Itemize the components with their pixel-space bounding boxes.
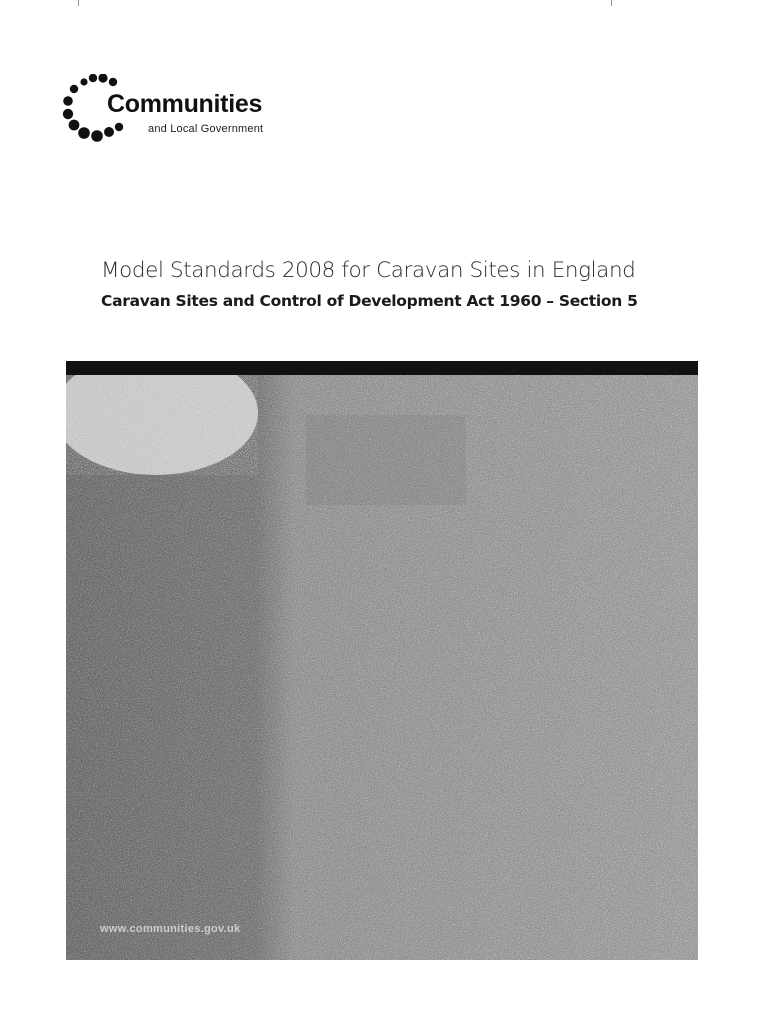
communities-logo — [62, 74, 302, 154]
cover-photo — [66, 375, 698, 960]
crop-mark-right — [611, 0, 612, 6]
cover-photo-texture — [66, 375, 698, 960]
cover-top-band — [66, 361, 698, 375]
cover-website-caption: www.communities.gov.uk — [100, 923, 241, 935]
logo-wordmark: Communities — [107, 90, 263, 118]
document-title: Model Standards 2008 for Caravan Sites in England — [101, 258, 636, 283]
logo-subtitle: and Local Government — [148, 123, 264, 135]
crop-mark-left — [78, 0, 79, 6]
document-subtitle: Caravan Sites and Control of Development Act 1960 – Section 5 — [101, 292, 638, 310]
